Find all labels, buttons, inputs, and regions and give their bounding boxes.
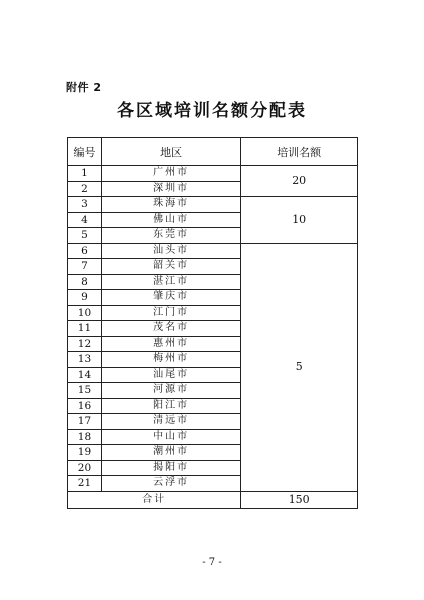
row-number: 13 bbox=[68, 352, 102, 368]
row-number: 15 bbox=[68, 383, 102, 399]
row-number: 20 bbox=[68, 460, 102, 476]
row-region: 深圳市 bbox=[101, 181, 240, 197]
row-number: 10 bbox=[68, 305, 102, 321]
row-region: 惠州市 bbox=[101, 336, 240, 352]
row-region: 东莞市 bbox=[101, 228, 240, 244]
row-quota: 20 bbox=[241, 166, 358, 197]
row-number: 8 bbox=[68, 274, 102, 290]
row-number: 2 bbox=[68, 181, 102, 197]
row-number: 21 bbox=[68, 476, 102, 492]
row-region: 中山市 bbox=[101, 429, 240, 445]
row-quota: 5 bbox=[241, 243, 358, 491]
row-region: 广州市 bbox=[101, 166, 240, 182]
row-region: 河源市 bbox=[101, 383, 240, 399]
table-row bbox=[68, 243, 358, 259]
row-region: 珠海市 bbox=[101, 197, 240, 213]
row-region: 佛山市 bbox=[101, 212, 240, 228]
table-body bbox=[68, 166, 358, 492]
row-region: 江门市 bbox=[101, 305, 240, 321]
row-number: 9 bbox=[68, 290, 102, 306]
table-row bbox=[68, 166, 358, 182]
header-quota: 培训名额 bbox=[241, 138, 358, 166]
row-number: 19 bbox=[68, 445, 102, 461]
total-row bbox=[68, 491, 358, 508]
row-region: 潮州市 bbox=[101, 445, 240, 461]
table-header-row bbox=[68, 138, 358, 166]
row-region: 韶关市 bbox=[101, 259, 240, 275]
row-number: 17 bbox=[68, 414, 102, 430]
row-region: 揭阳市 bbox=[101, 460, 240, 476]
row-number: 16 bbox=[68, 398, 102, 414]
row-number: 11 bbox=[68, 321, 102, 337]
page-title: 各区域培训名额分配表 bbox=[117, 101, 307, 121]
row-region: 清远市 bbox=[101, 414, 240, 430]
attachment-label: 附件 2 bbox=[66, 81, 102, 94]
header-number: 编号 bbox=[68, 138, 102, 166]
table-row bbox=[68, 197, 358, 213]
page-number: - 7 - bbox=[202, 557, 222, 568]
row-number: 12 bbox=[68, 336, 102, 352]
total-value: 150 bbox=[241, 491, 358, 508]
quota-table bbox=[67, 137, 358, 509]
total-label: 合计 bbox=[68, 491, 241, 508]
row-number: 6 bbox=[68, 243, 102, 259]
row-region: 湛江市 bbox=[101, 274, 240, 290]
row-number: 18 bbox=[68, 429, 102, 445]
row-quota: 10 bbox=[241, 197, 358, 244]
row-region: 汕尾市 bbox=[101, 367, 240, 383]
row-number: 3 bbox=[68, 197, 102, 213]
row-number: 4 bbox=[68, 212, 102, 228]
row-region: 云浮市 bbox=[101, 476, 240, 492]
row-region: 汕头市 bbox=[101, 243, 240, 259]
row-region: 梅州市 bbox=[101, 352, 240, 368]
row-region: 肇庆市 bbox=[101, 290, 240, 306]
row-number: 1 bbox=[68, 166, 102, 182]
row-number: 5 bbox=[68, 228, 102, 244]
header-region: 地区 bbox=[101, 138, 240, 166]
row-number: 7 bbox=[68, 259, 102, 275]
row-region: 茂名市 bbox=[101, 321, 240, 337]
row-number: 14 bbox=[68, 367, 102, 383]
row-region: 阳江市 bbox=[101, 398, 240, 414]
